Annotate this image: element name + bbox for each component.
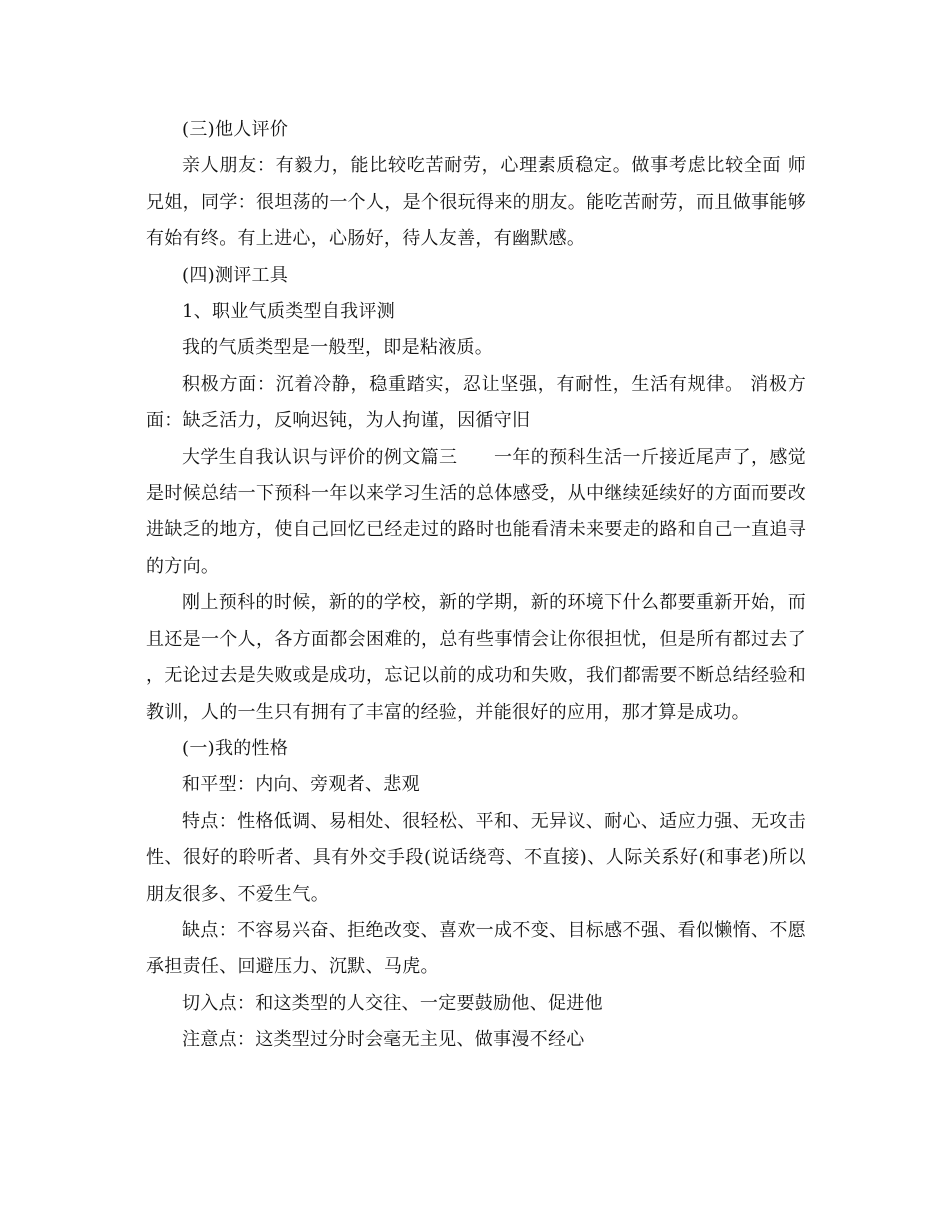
paragraph-peaceful-type: 和平型：内向、旁观者、悲观 <box>182 774 420 796</box>
paragraph-entry-point: 切入点：和这类型的人交往、一定要鼓励他、促进他 <box>182 992 603 1014</box>
paragraph-preparatory-start: 刚上预科的时候，新的的学校，新的学期，新的环境下什么都要重新开始，而且还是一个人，各方面都会困难的，总有些事情会让你很担忧，但是所有都过去了，无论过去是失败或是成功，忘记以前的成功和失败，我们都需要不断总结经验和教训，人的一生只有拥有了丰富的经验，并能很好的应用，那才算是成功。 <box>146 592 806 723</box>
section-heading-assessment-tools: (四)测评工具 <box>182 264 289 286</box>
document-page <box>146 112 806 1059</box>
paragraph-example-three-intro: 大学生自我认识与评价的例文篇三 一年的预科生活一斤接近尾声了，感觉是时候总结一下预科一年以来学习生活的总体感受，从中继续延续好的方面而要改进缺乏的地方，使自己回忆已经走过的路时也能看清未来要走的路和自己一直追寻的方向。 <box>146 446 806 577</box>
paragraph-friends-evaluation: 亲人朋友：有毅力，能比较吃苦耐劳，心理素质稳定。做事考虑比较全面 师兄姐，同学：很坦荡的一个人，是个很玩得来的朋友。能吃苦耐劳，而且做事能够有始有终。有上进心，心肠好，待人友善，有幽默感。 <box>146 155 806 250</box>
paragraph-caution-point: 注意点：这类型过分时会毫无主见、做事漫不经心 <box>182 1029 585 1051</box>
paragraph-temperament-type: 我的气质类型是一般型，即是粘液质。 <box>182 337 494 359</box>
paragraph-weaknesses: 缺点：不容易兴奋、拒绝改变、喜欢一成不变、目标感不强、看似懒惰、不愿承担责任、回避压力、沉默、马虎。 <box>146 919 806 978</box>
paragraph-positive-negative: 积极方面：沉着冷静，稳重踏实，忍让坚强，有耐性，生活有规律。 消极方面：缺乏活力，反响迟钝，为人拘谨，因循守旧 <box>146 373 806 432</box>
paragraph-characteristics: 特点：性格低调、易相处、很轻松、平和、无异议、耐心、适应力强、无攻击性、很好的聆听者、具有外交手段(说话绕弯、不直接)、人际关系好(和事老)所以朋友很多、不爱生气。 <box>146 810 806 905</box>
section-heading-my-personality: (一)我的性格 <box>182 737 289 759</box>
subheading-temperament-test: 1、职业气质类型自我评测 <box>182 301 396 323</box>
section-heading-others-evaluation: (三)他人评价 <box>182 119 289 140</box>
